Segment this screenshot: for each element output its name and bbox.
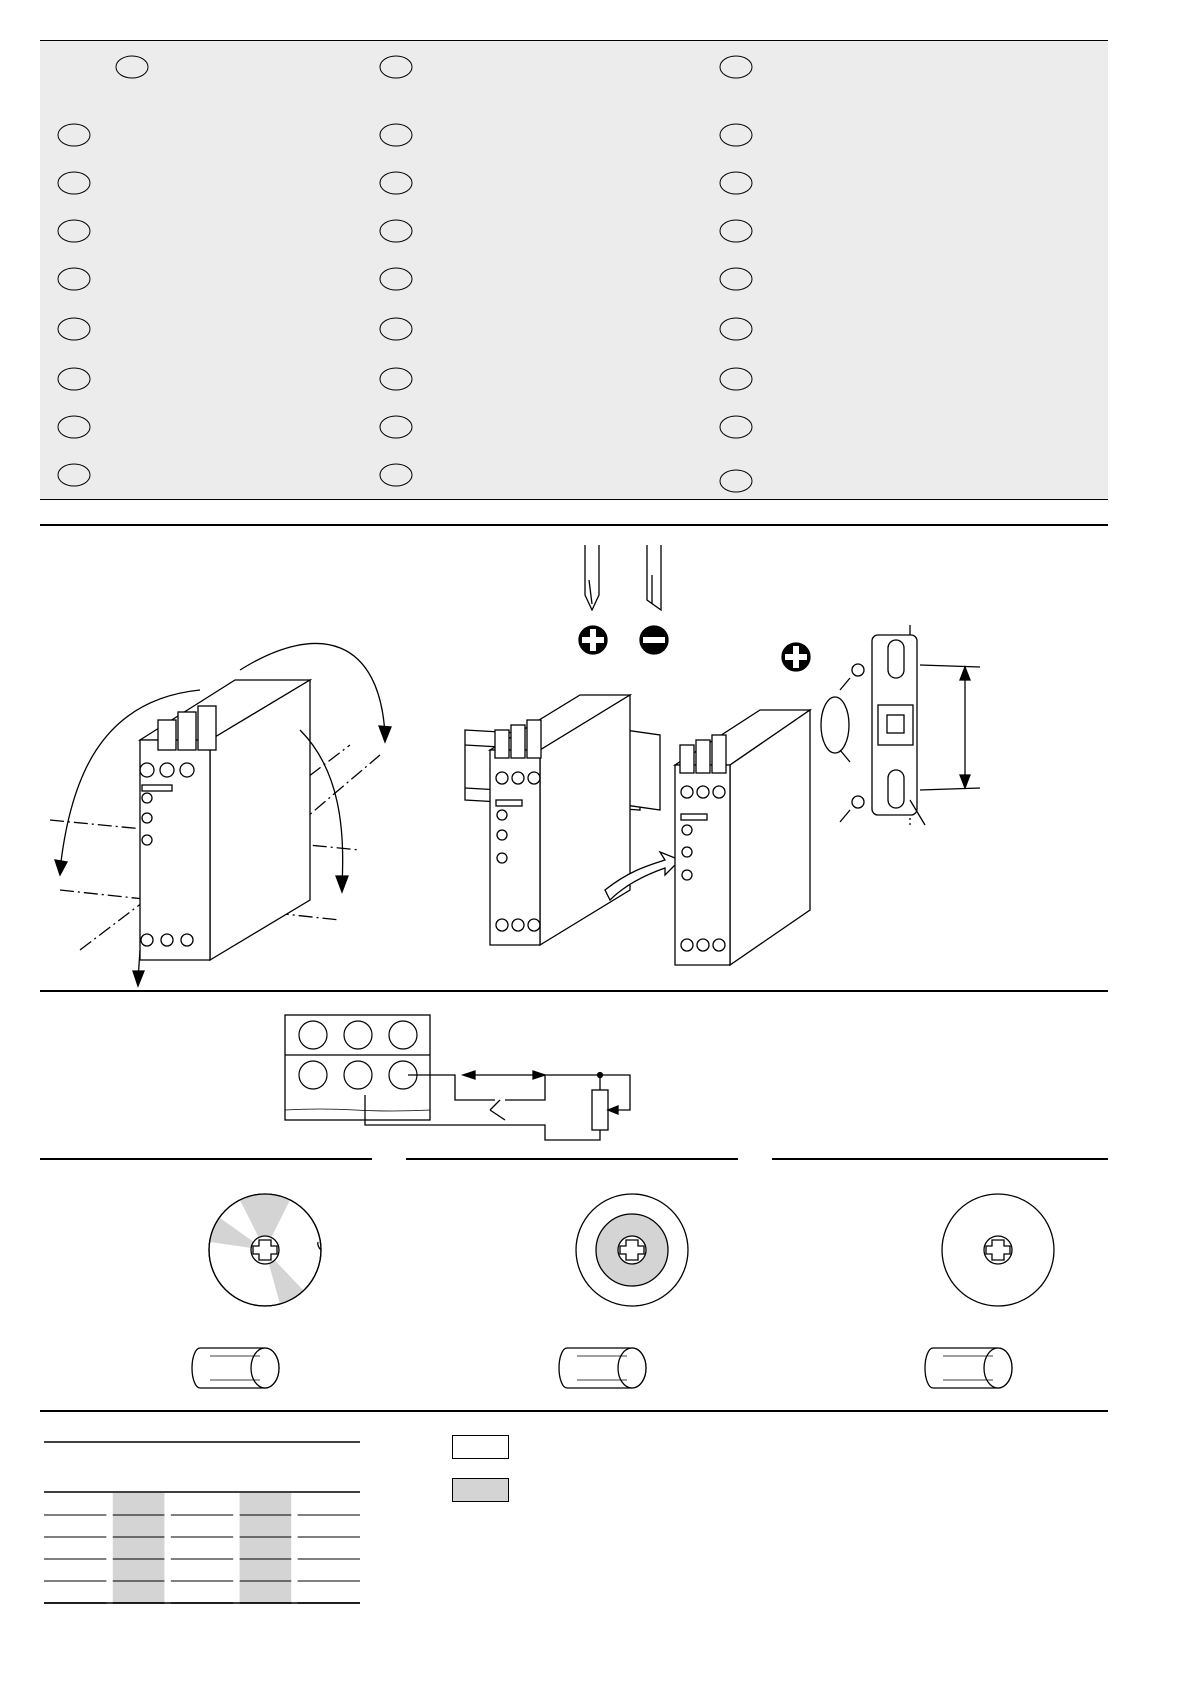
shaded-column <box>240 1493 292 1603</box>
language-marker <box>720 470 752 492</box>
plus-circle-icon <box>579 626 607 654</box>
legend-swatch-white <box>452 1435 509 1459</box>
language-marker <box>116 56 148 78</box>
language-marker <box>58 368 90 390</box>
terminal-hole <box>389 1021 417 1049</box>
language-marker <box>720 416 752 438</box>
din-rail-mount-diagram <box>465 695 810 965</box>
plain-dial <box>942 1194 1054 1306</box>
language-marker <box>58 464 90 486</box>
minus-circle-icon <box>640 626 668 654</box>
language-marker <box>380 268 412 290</box>
slotted-screwdriver-icon <box>647 545 661 610</box>
shaded-column <box>113 1493 165 1603</box>
section-divider <box>40 524 1108 526</box>
terminal-hole <box>344 1061 372 1089</box>
language-marker <box>380 318 412 340</box>
screw-mount-adapter-diagram <box>821 625 980 825</box>
phillips-screwdriver-icon <box>585 545 599 610</box>
potentiometer <box>592 1090 608 1130</box>
terminal-hole <box>299 1021 327 1049</box>
language-marker <box>58 416 90 438</box>
terminal-block <box>285 1015 430 1120</box>
language-marker <box>720 124 752 146</box>
orientation-diagram <box>50 643 391 986</box>
language-panel <box>40 40 1108 500</box>
language-marker <box>720 368 752 390</box>
language-marker <box>720 268 752 290</box>
language-markers <box>40 41 1108 499</box>
language-marker <box>720 56 752 78</box>
language-marker <box>380 56 412 78</box>
sector-shaded-dial <box>209 1194 321 1306</box>
terminal-hole <box>299 1061 327 1089</box>
language-marker <box>380 220 412 242</box>
dial-illustrations <box>40 1170 1108 1400</box>
language-marker <box>720 318 752 340</box>
wiring-diagram <box>280 1010 660 1160</box>
center-shaded-dial <box>576 1194 688 1306</box>
language-marker <box>380 416 412 438</box>
language-marker <box>720 220 752 242</box>
language-marker <box>58 172 90 194</box>
section-divider <box>406 1158 738 1160</box>
section-divider <box>40 1410 1108 1412</box>
language-marker <box>380 464 412 486</box>
language-marker <box>380 124 412 146</box>
mounting-illustrations <box>40 530 1108 990</box>
language-marker <box>58 318 90 340</box>
section-divider <box>772 1158 1108 1160</box>
legend-swatch-gray <box>452 1478 509 1502</box>
language-marker <box>58 220 90 242</box>
potentiometer-shaft <box>925 1348 1012 1388</box>
settings-table <box>44 1440 360 1630</box>
section-divider <box>40 1158 372 1160</box>
potentiometer-shaft <box>559 1348 646 1388</box>
terminal-hole <box>344 1021 372 1049</box>
language-marker <box>58 124 90 146</box>
lead-wire <box>408 1075 495 1100</box>
section-divider <box>40 990 1108 992</box>
plus-circle-icon <box>782 643 810 671</box>
language-marker <box>380 368 412 390</box>
language-marker <box>58 268 90 290</box>
language-marker <box>720 172 752 194</box>
language-marker <box>380 172 412 194</box>
potentiometer-shaft <box>192 1348 279 1388</box>
